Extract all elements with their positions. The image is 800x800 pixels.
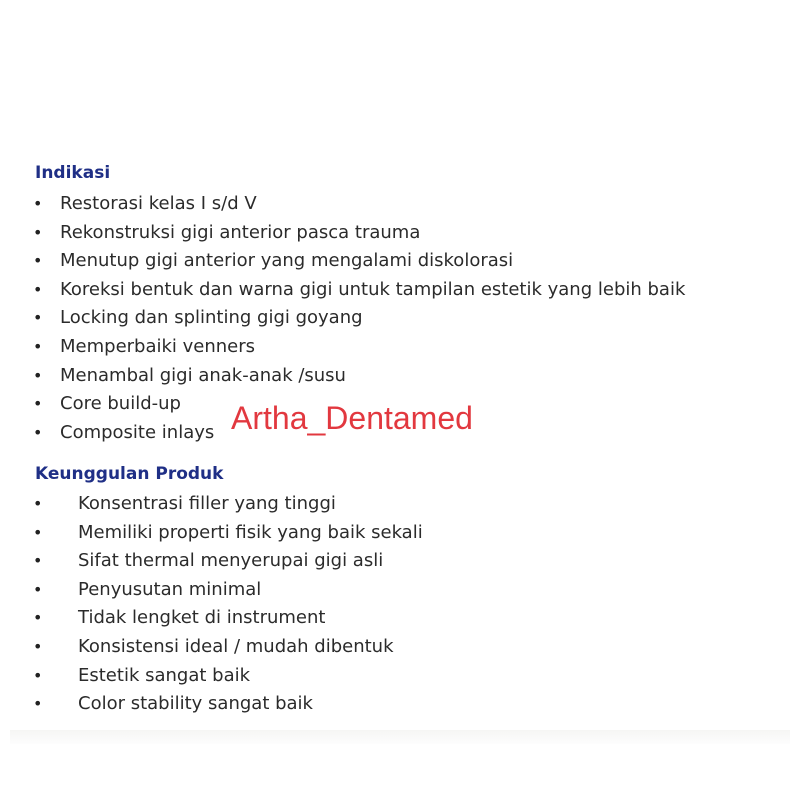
- section-heading-indikasi: Indikasi: [35, 163, 111, 183]
- list-item-text: Konsistensi ideal / mudah dibentuk: [78, 635, 394, 657]
- watermark-text: Artha_Dentamed: [231, 400, 473, 436]
- list-item: [0, 633, 423, 662]
- bullet-icon: •: [33, 222, 43, 242]
- bullet-icon: •: [33, 694, 43, 714]
- list-item: [0, 490, 423, 519]
- list-item: [0, 219, 685, 248]
- list-item: [0, 690, 423, 719]
- list-item-text: Estetik sangat baik: [78, 664, 251, 686]
- list-item-text: Color stability sangat baik: [78, 693, 313, 715]
- list-item-text: Memperbaiki venners: [60, 335, 256, 357]
- list-item-text: Memiliki properti fisik yang baik sekali: [78, 521, 423, 543]
- list-item-text: Locking dan splinting gigi goyang: [60, 307, 363, 329]
- list-item-text: Menambal gigi anak-anak /susu: [60, 364, 346, 386]
- bullet-icon: •: [33, 608, 43, 628]
- list-item-text: Rekonstruksi gigi anterior pasca trauma: [60, 221, 421, 243]
- list-item: [0, 576, 423, 605]
- bullet-icon: •: [33, 636, 43, 656]
- section-heading-keunggulan: Keunggulan Produk: [35, 464, 224, 484]
- list-item-text: Core build-up: [60, 393, 181, 415]
- bottom-edge-band: [10, 730, 790, 744]
- list-item: [0, 362, 685, 391]
- bullet-icon: •: [33, 665, 43, 685]
- list-item-text: Menutup gigi anterior yang mengalami diskolorasi: [60, 250, 514, 272]
- bullet-icon: •: [33, 194, 43, 213]
- list-item: [0, 547, 423, 576]
- list-item: [0, 304, 685, 333]
- bullet-icon: •: [33, 422, 43, 442]
- list-item: [0, 276, 685, 305]
- bullet-icon: •: [33, 522, 43, 542]
- bullet-icon: •: [33, 394, 43, 414]
- list-item-text: Sifat thermal menyerupai gigi asli: [78, 550, 384, 572]
- bullet-icon: •: [33, 579, 43, 599]
- bullet-icon: •: [33, 251, 43, 271]
- list-item: [0, 604, 423, 633]
- list-item-text: Konsentrasi filler yang tinggi: [78, 493, 336, 514]
- bullet-icon: •: [33, 365, 43, 385]
- list-item-text: Koreksi bentuk dan warna gigi untuk tampilan estetik yang lebih baik: [60, 278, 686, 300]
- list-item: [0, 247, 685, 276]
- list-item-text: Composite inlays: [60, 421, 215, 443]
- list-item: [0, 662, 423, 691]
- bullet-icon: •: [33, 279, 43, 299]
- bullet-icon: •: [33, 336, 43, 356]
- bullet-icon: •: [33, 308, 43, 328]
- bullet-icon: •: [33, 551, 43, 571]
- bullet-icon: •: [33, 494, 43, 513]
- keunggulan-list: [0, 490, 423, 719]
- list-item: [0, 519, 423, 548]
- list-item: [0, 190, 685, 219]
- list-item-text: Penyusutan minimal: [78, 578, 262, 600]
- list-item: [0, 333, 685, 362]
- list-item-text: Tidak lengket di instrument: [78, 607, 326, 629]
- list-item-text: Restorasi kelas I s/d V: [60, 193, 257, 214]
